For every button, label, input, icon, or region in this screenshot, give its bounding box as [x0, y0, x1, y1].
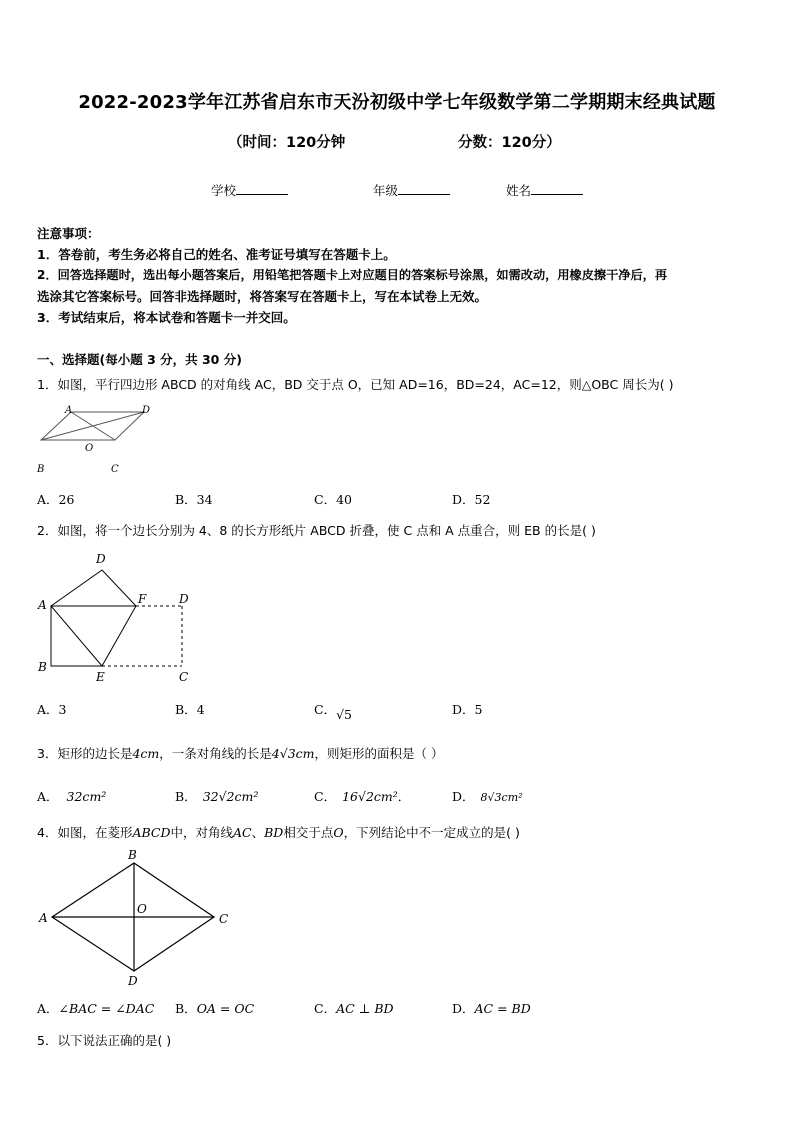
q4-text-mid2: 相交于点	[283, 825, 334, 840]
q4-option-a-letter: A．	[37, 1001, 59, 1016]
q4-text-mid1: 中，对角线	[170, 825, 234, 840]
q4-rhombus-figure	[34, 846, 239, 991]
q3-text-mid: ，一条对角线的长是	[159, 746, 272, 761]
q2-label-b: B	[38, 660, 47, 674]
name-field[interactable]	[506, 181, 583, 199]
q1-label-c: C	[111, 464, 119, 474]
q4-label-d: D	[128, 974, 138, 988]
q3-option-a[interactable]	[37, 787, 106, 805]
q2-folded-rectangle-figure	[34, 548, 204, 688]
q2-label-a: A	[38, 598, 47, 612]
q1-label-b: B	[37, 464, 45, 474]
q2-label-c: C	[179, 670, 189, 684]
q1-option-c[interactable]: C．40	[314, 492, 352, 507]
q3-option-d[interactable]	[452, 787, 523, 805]
q3-option-b-letter: B．	[175, 789, 197, 804]
q4-diagonal-bd: BD	[264, 825, 284, 840]
q4-option-b-letter: B．	[175, 1001, 197, 1016]
grade-label: 年级	[373, 183, 399, 198]
q1-option-d[interactable]: D．52	[452, 492, 491, 507]
q4-label-c: C	[219, 912, 229, 926]
q4-point-o: O	[333, 825, 344, 840]
q1-label-a: A	[65, 405, 73, 416]
q4-label-a: A	[39, 911, 48, 925]
q3-option-a-letter: A．	[37, 789, 59, 804]
exam-title: 2022-2023学年江苏省启东市天汾初级中学七年级数学第二学期期末经典试题	[78, 92, 716, 113]
q3-option-b-math: 32√2cm²	[202, 789, 259, 804]
q4-option-d[interactable]	[452, 999, 531, 1017]
q3-diagonal-length: 4√3cm	[271, 746, 315, 761]
q2-label-f: F	[138, 592, 147, 606]
q1-option-b[interactable]: B．34	[175, 492, 213, 507]
exam-score: 分数：120分）	[458, 135, 561, 151]
school-blank[interactable]	[236, 182, 288, 195]
q4-option-d-letter: D．	[452, 1001, 475, 1016]
q2-text: 2．如图，将一个边长分别为 4、8 的长方形纸片 ABCD 折叠，使 C 点和 A 点重合，则 EB 的长是( )	[37, 523, 596, 538]
q5-text: 5．以下说法正确的是( )	[37, 1033, 172, 1048]
q4-option-d-math: AC = BD	[474, 1001, 531, 1016]
q2-option-c-letter: C．	[314, 702, 337, 717]
q3-side-length: 4cm	[132, 746, 160, 761]
notice-line-2a: 2．回答选择题时，选出每小题答案后，用铅笔把答题卡上对应题目的答案标号涂黑，如需改动，用橡皮擦干净后，再	[37, 268, 668, 282]
school-field[interactable]	[211, 181, 288, 199]
name-blank[interactable]	[531, 182, 583, 195]
q3-option-a-math: 32cm²	[66, 789, 107, 804]
q2-label-d: D	[179, 592, 189, 606]
q1-label-o: O	[85, 443, 94, 454]
q3-option-c-suffix: ．	[397, 789, 411, 804]
grade-blank[interactable]	[398, 182, 450, 195]
q4-option-a-math: ∠BAC = ∠DAC	[58, 1001, 155, 1016]
notice-line-1: 1．答卷前，考生务必将自己的姓名、准考证号填写在答题卡上。	[37, 247, 396, 262]
name-label: 姓名	[506, 183, 532, 198]
exam-time: （时间：120分钟	[228, 135, 346, 151]
q4-label-o: O	[137, 902, 147, 916]
section-heading: 一、选择题(每小题 3 分，共 30 分)	[37, 352, 242, 367]
q3-option-d-math: 8√3cm²	[480, 791, 523, 804]
notice-line-3: 3．考试结束后，将本试卷和答题卡一并交回。	[37, 310, 296, 325]
school-label: 学校	[211, 183, 237, 198]
q1-parallelogram-figure	[34, 402, 158, 474]
q3-option-d-letter: D．	[452, 789, 475, 804]
q2-option-c[interactable]	[314, 700, 352, 722]
q1-option-a[interactable]: A．26	[37, 492, 75, 507]
q4-label-b: B	[128, 848, 137, 862]
q3-option-b[interactable]	[175, 787, 258, 805]
notice-heading: 注意事项：	[37, 226, 100, 241]
q3-option-c-math: 16√2cm²	[342, 789, 398, 804]
grade-field[interactable]	[373, 181, 450, 199]
q4-rhombus-name: ABCD	[132, 825, 171, 840]
q4-text-pre: 4．如图，在菱形	[37, 825, 133, 840]
q2-label-d-folded: D	[96, 552, 106, 566]
q3-text	[37, 744, 444, 762]
q2-option-a[interactable]: A．3	[37, 702, 67, 717]
q2-option-d[interactable]: D．5	[452, 702, 483, 717]
q1-label-d: D	[142, 405, 151, 416]
q3-option-c-letter: C．	[314, 789, 337, 804]
q2-option-b[interactable]: B．4	[175, 702, 205, 717]
q2-label-e: E	[96, 670, 105, 684]
q4-option-c-math: AC ⊥ BD	[336, 1001, 394, 1016]
q3-text-post: ，则矩形的面积是（ ）	[314, 746, 444, 761]
notice-line-2b: 选涂其它答案标号。回答非选择题时，将答案写在答题卡上，写在本试卷上无效。	[37, 289, 488, 304]
q4-diagonal-ac: AC	[233, 825, 252, 840]
q1-text: 1．如图，平行四边形 ABCD 的对角线 AC，BD 交于点 O，已知 AD=16，BD=24，AC=12，则△OBC 周长为( )	[37, 377, 674, 392]
q4-option-a[interactable]	[37, 999, 154, 1017]
q4-text-post: ，下列结论中不一定成立的是( )	[343, 825, 520, 840]
q4-text	[37, 823, 520, 841]
q4-option-c[interactable]	[314, 999, 394, 1017]
q3-option-c[interactable]	[314, 787, 410, 805]
q2-option-c-math: √5	[336, 707, 352, 722]
q3-text-pre: 3．矩形的边长是	[37, 746, 133, 761]
q4-separator: 、	[251, 825, 265, 840]
q4-option-b[interactable]	[175, 999, 254, 1017]
q4-option-c-letter: C．	[314, 1001, 337, 1016]
q4-option-b-math: OA = OC	[196, 1001, 255, 1016]
